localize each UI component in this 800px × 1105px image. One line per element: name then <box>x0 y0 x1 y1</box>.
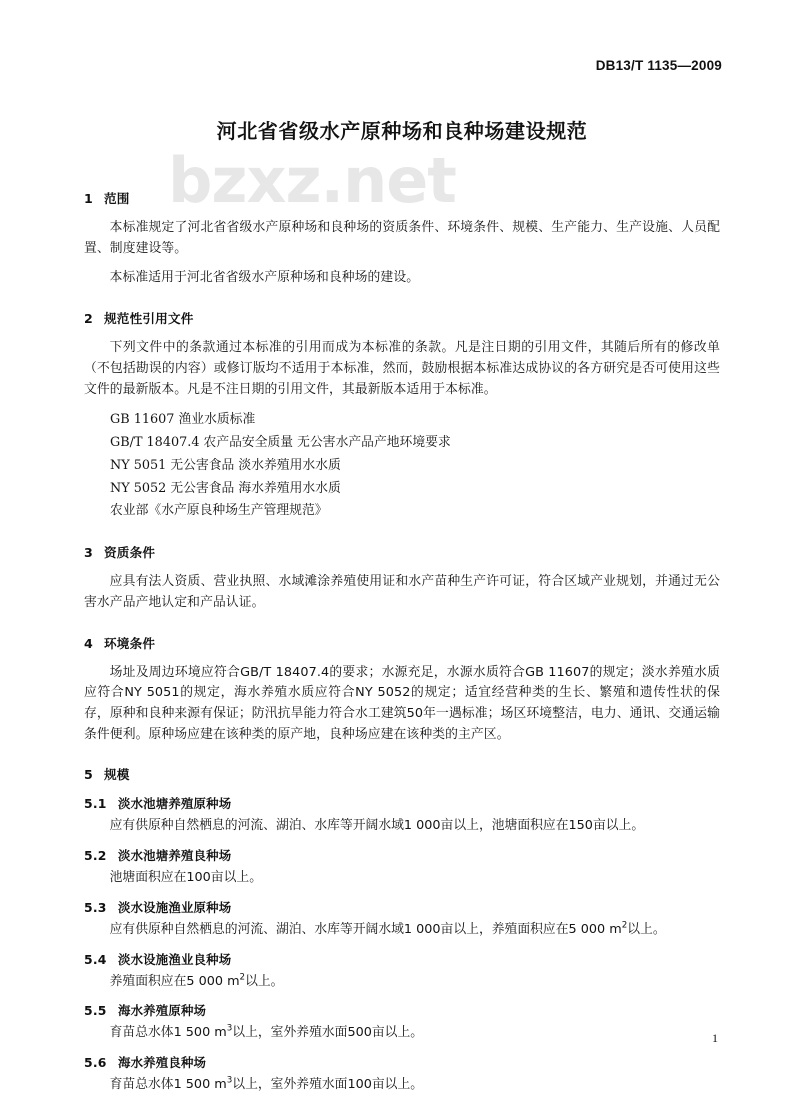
section-5-4 <box>84 950 720 993</box>
section-3-heading <box>84 542 720 561</box>
section-5-2-text <box>84 868 720 889</box>
section-5-3-title: 淡水设施渔业原种场 <box>118 899 232 915</box>
section-5-4-unit-exponent: 2 <box>239 972 246 983</box>
section-2-heading <box>84 308 720 327</box>
section-2 <box>84 308 720 523</box>
list-item: NY 5051 无公害食品 淡水养殖用水水质 <box>110 457 341 473</box>
section-5-5-unit-exponent: 3 <box>226 1024 233 1035</box>
section-5-5-text-pre: 育苗总水体1 500 m <box>109 1025 227 1041</box>
section-5-4-title: 淡水设施渔业良种场 <box>118 951 232 967</box>
section-5-5 <box>84 1001 720 1044</box>
document-content <box>84 118 720 1105</box>
section-5-2-title: 淡水池塘养殖良种场 <box>118 848 232 864</box>
section-5-1-heading <box>84 794 720 812</box>
section-5-6-text-pre: 育苗总水体1 500 m <box>109 1077 227 1093</box>
section-5-3-text-post: 以上。 <box>627 921 666 937</box>
section-5-3 <box>84 898 720 941</box>
section-4 <box>84 633 720 746</box>
section-2-paragraph-1: 下列文件中的条款通过本标准的引用而成为本标准的条款。凡是注日期的引用文件，其随后所有的修改单（不包括勘误的内容）或修订版均不适用于本标准，然而，鼓励根据本标准达成协议的各方研究是否可使用这些文件的最新版本。凡是不注日期的引用文件，其最新版本适用于本标准。 <box>84 340 720 397</box>
section-4-number: 4 <box>84 635 93 651</box>
section-5-3-heading <box>84 898 720 916</box>
list-item: GB 11607 渔业水质标准 <box>110 412 256 428</box>
section-5-4-number: 5.4 <box>84 951 107 967</box>
section-4-paragraph-1: 场址及周边环境应符合GB/T 18407.4的要求；水源充足，水源水质符合GB 11607的规定；淡水养殖水质应符合NY 5051的规定，海水养殖水质应符合NY 5052的规定；适宜经营种类的生长、繁殖和遗传性状的保存，原种和良种来源有保证；防汛抗旱能力符合水工建筑50年一遇标准；场区环境整洁，电力、通讯、交通运输条件便利。原种场应建在该种类的原产地，良种场应建在该种类的主产区。 <box>84 664 720 742</box>
section-5-6-heading <box>84 1053 720 1071</box>
list-item: GB/T 18407.4 农产品安全质量 无公害水产品产地环境要求 <box>110 435 451 451</box>
section-5-5-number: 5.5 <box>84 1003 107 1019</box>
section-3-title: 资质条件 <box>104 545 156 561</box>
page-title: 河北省省级水产原种场和良种场建设规范 <box>216 119 588 143</box>
section-5-1-text <box>84 816 720 837</box>
section-5-3-number: 5.3 <box>84 899 107 915</box>
list-item: NY 5052 无公害食品 海水养殖用水水质 <box>110 480 341 496</box>
section-5-6-number: 5.6 <box>84 1055 107 1071</box>
section-5-6-text <box>84 1075 720 1096</box>
section-4-heading <box>84 633 720 652</box>
section-4-title: 环境条件 <box>104 635 156 651</box>
section-5-5-title: 海水养殖原种场 <box>118 1003 207 1019</box>
section-5-3-text-pre: 应有供原种自然栖息的河流、湖泊、水库等开阔水域1 000亩以上，养殖面积应在5 000 m <box>109 921 622 937</box>
section-5-6-text-post: 以上，室外养殖水面100亩以上。 <box>232 1077 424 1093</box>
section-5-1-text-pre: 应有供原种自然栖息的河流、湖泊、水库等开阔水域1 000亩以上，池塘面积应在150亩以上。 <box>109 818 645 834</box>
section-5-2 <box>84 846 720 889</box>
section-5-2-number: 5.2 <box>84 848 107 864</box>
section-5-4-heading <box>84 950 720 968</box>
section-2-number: 2 <box>84 311 93 327</box>
section-5-number: 5 <box>84 767 93 783</box>
section-5-5-text <box>84 1023 720 1044</box>
section-5-2-text-pre: 池塘面积应在100亩以上。 <box>109 870 262 886</box>
section-5 <box>84 764 720 783</box>
section-3-paragraph-1: 应具有法人资质、营业执照、水域滩涂养殖使用证和水产苗种生产许可证，符合区域产业规划，并通过无公害水产品产地认定和产品认证。 <box>84 574 720 610</box>
section-1-paragraph-1: 本标准规定了河北省省级水产原种场和良种场的资质条件、环境条件、规模、生产能力、生产设施、人员配置、制度建设等。 <box>84 220 720 256</box>
section-5-4-text-post: 以上。 <box>245 973 284 989</box>
normative-references-list <box>84 409 720 523</box>
section-5-5-heading <box>84 1001 720 1019</box>
section-1-heading <box>84 188 720 207</box>
section-1-number: 1 <box>84 191 93 206</box>
section-5-heading <box>84 764 720 783</box>
watermark-text: bzxz.net <box>168 144 456 217</box>
section-2-title: 规范性引用文件 <box>104 311 194 327</box>
section-5-6-title: 海水养殖良种场 <box>118 1055 207 1071</box>
section-5-5-text-post: 以上，室外养殖水面500亩以上。 <box>232 1025 424 1041</box>
standard-code-header: DB13/T 1135—2009 <box>595 58 722 73</box>
page-number: 1 <box>712 1031 718 1045</box>
list-item: 农业部《水产原良种场生产管理规范》 <box>110 503 328 519</box>
section-5-6 <box>84 1053 720 1096</box>
section-5-4-text-pre: 养殖面积应在5 000 m <box>109 973 240 989</box>
section-1-title: 范围 <box>104 191 130 206</box>
section-5-2-heading <box>84 846 720 864</box>
section-3 <box>84 542 720 613</box>
section-5-6-unit-exponent: 3 <box>226 1075 233 1086</box>
section-1 <box>84 188 720 289</box>
section-5-3-text <box>84 920 720 941</box>
section-5-1 <box>84 794 720 837</box>
section-5-title: 规模 <box>104 767 130 783</box>
section-5-1-number: 5.1 <box>84 796 107 812</box>
section-5-4-text <box>84 972 720 993</box>
section-3-number: 3 <box>84 545 93 561</box>
section-5-1-title: 淡水池塘养殖原种场 <box>118 796 232 812</box>
section-5-3-unit-exponent: 2 <box>621 920 628 931</box>
section-1-paragraph-2: 本标准适用于河北省省级水产原种场和良种场的建设。 <box>109 270 420 286</box>
